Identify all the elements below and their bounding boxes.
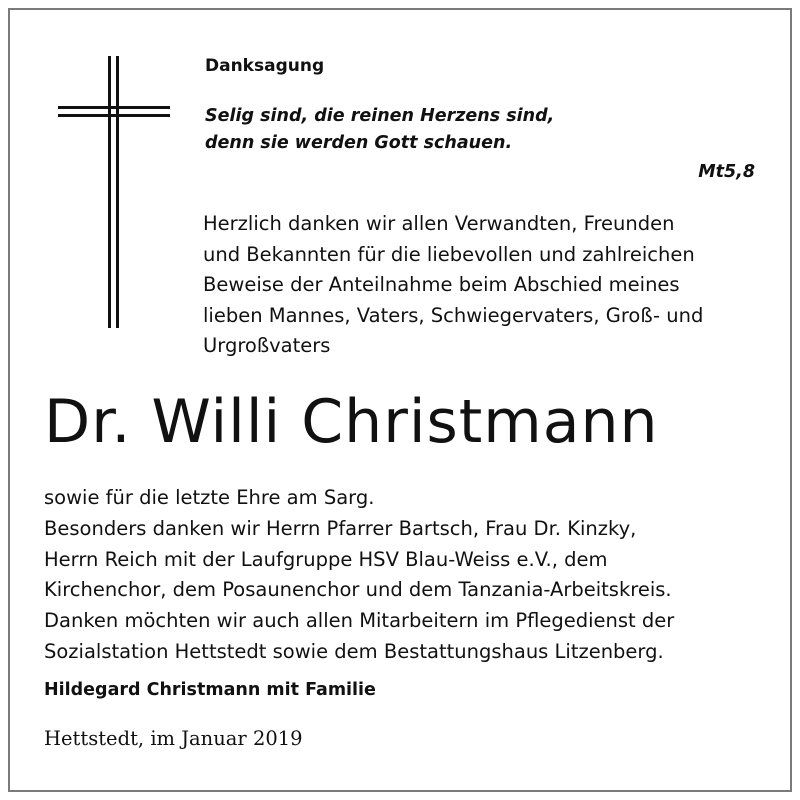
body-line: Kirchenchor, dem Posaunenchor und dem Tanzania-Arbeitskreis. [44, 578, 672, 602]
verse-line: Selig sind, die reinen Herzens sind, [205, 106, 555, 126]
verse-reference: Mt5,8 [698, 162, 755, 182]
bible-verse [205, 103, 554, 157]
thanks-line: Urgroßvaters [203, 334, 331, 357]
thanks-line: Beweise der Anteilnahme beim Abschied meines [203, 273, 680, 296]
place-date: Hettstedt, im Januar 2019 [44, 727, 303, 750]
notice-heading: Danksagung [205, 56, 325, 76]
acknowledgement-paragraph [44, 483, 674, 668]
thanks-paragraph [203, 209, 703, 362]
body-line: sowie für die letzte Ehre am Sarg. [44, 486, 375, 509]
cross-icon [58, 56, 170, 328]
thanks-line: lieben Mannes, Vaters, Schwiegervaters, Groß- und [203, 303, 704, 327]
thanks-line: und Bekannten für die liebevollen und zahlreichen [203, 242, 695, 266]
verse-line: denn sie werden Gott schauen. [205, 133, 513, 153]
signature: Hildegard Christmann mit Familie [44, 680, 376, 700]
thanks-line: Herzlich danken wir allen Verwandten, Freunden [203, 212, 675, 235]
body-line: Besonders danken wir Herrn Pfarrer Bartsch, Frau Dr. Kinzky, [44, 516, 637, 540]
body-line: Sozialstation Hettstedt sowie dem Bestattungshaus Litzenberg. [44, 639, 664, 663]
body-line: Herrn Reich mit der Laufgruppe HSV Blau-Weiss e.V., dem [44, 547, 608, 571]
deceased-name: Dr. Willi Christmann [44, 387, 659, 457]
body-line: Danken möchten wir auch allen Mitarbeitern im Pflegedienst der [44, 609, 675, 633]
